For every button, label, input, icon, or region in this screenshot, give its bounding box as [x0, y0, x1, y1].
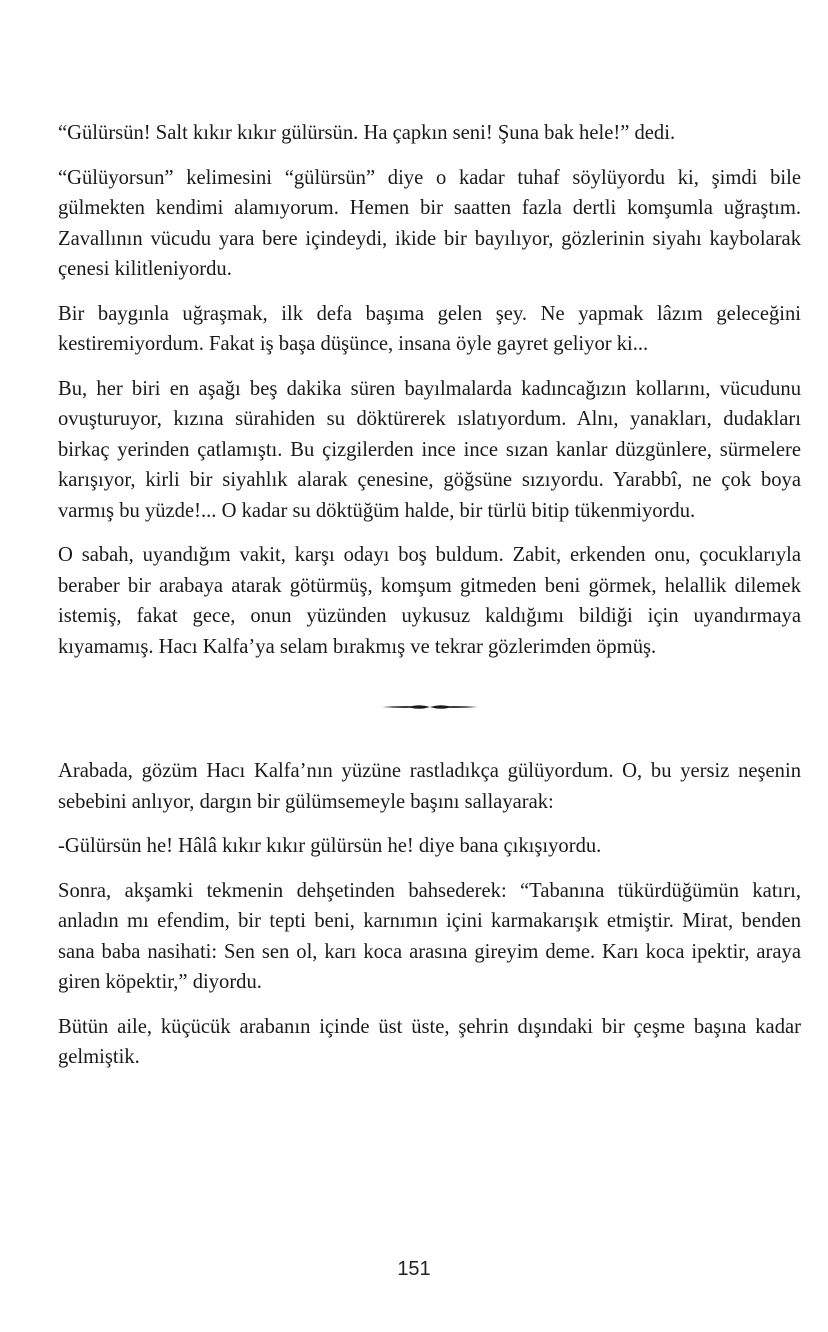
paragraph: Bütün aile, küçücük arabanın içinde üst üste, şehrin dışındaki bir çeşme başına kadar gelmiştik. [58, 1015, 801, 1068]
paragraph: Bir baygınla uğraşmak, ilk defa başıma gelen şey. Ne yapmak lâzım geleceğini kestiremiyordum. Fakat iş başa düşünce, insana öyle gayret geliyor ki... [58, 302, 801, 355]
paragraph: O sabah, uyandığım vakit, karşı odayı boş buldum. Zabit, erkenden onu, çocuklarıyla beraber bir arabaya atarak götürmüş, komşum gitmeden beni görmek, helallik dilemek istemiş, fakat gece, onun yüzünden uykusuz kaldığımı bildiği için uyandırmaya kıyamamış. Hacı Kalfa’ya selam bırakmış ve tekrar gözlerimden öpmüş. [58, 544, 801, 658]
section-divider [58, 676, 801, 738]
section-2 [58, 756, 801, 1073]
paragraph: Sonra, akşamki tekmenin dehşetinden bahsederek: “Tabanına tükürdüğümün katırı, anladın mı efendim, bir tepti beni, karnımın içini karmakarışık etmiştir. Mirat, benden sana baba nasihati: Sen sen ol, karı koca arasına gireyim deme. Karı koca ipektir, araya giren köpektir,” diyordu. [58, 879, 801, 993]
paragraph: Bu, her biri en aşağı beş dakika süren bayılmalarda kadıncağızın kollarını, vücudunu ovuşturuyor, kızına sürahiden su döktürerek ıslatıyordum. Alnı, yanakları, dudakları birkaç yerinden çatlamıştı. Bu çizgilerden ince ince sızan kanlar düzgünlere, sürmelere karışıyor, kirli bir siyahlık alarak çenesine, göğsüne sızıyordu. Yarabbî, ne çok boya varmış bu yüzde!... O kadar su döktüğüm halde, bir türlü bitip tükenmiyordu. [58, 377, 801, 522]
section-1 [58, 118, 801, 662]
section-divider-ornament-icon [380, 702, 480, 712]
page-body [58, 118, 801, 1087]
paragraph: “Gülüyorsun” kelimesini “gülürsün” diye o kadar tuhaf söylüyordu ki, şimdi bile gülmekten kendimi alamıyorum. Hemen bir saatten fazla dertli komşumla uğraştım. Zavallının vücudu yara bere içindeydi, ikide bir bayılıyor, gözlerinin siyahı kaybolarak çenesi kilitleniyordu. [58, 166, 801, 280]
paragraph: Arabada, gözüm Hacı Kalfa’nın yüzüne rastladıkça gülüyordum. O, bu yersiz neşenin sebebini anlıyor, dargın bir gülümsemeyle başını sallayarak: [58, 760, 801, 813]
page-number: 151 [397, 1258, 431, 1280]
paragraph: “Gülürsün! Salt kıkır kıkır gülürsün. Ha çapkın seni! Şuna bak hele!” dedi. [58, 122, 676, 144]
paragraph: -Gülürsün he! Hâlâ kıkır kıkır gülürsün he! diye bana çıkışıyordu. [58, 835, 602, 857]
